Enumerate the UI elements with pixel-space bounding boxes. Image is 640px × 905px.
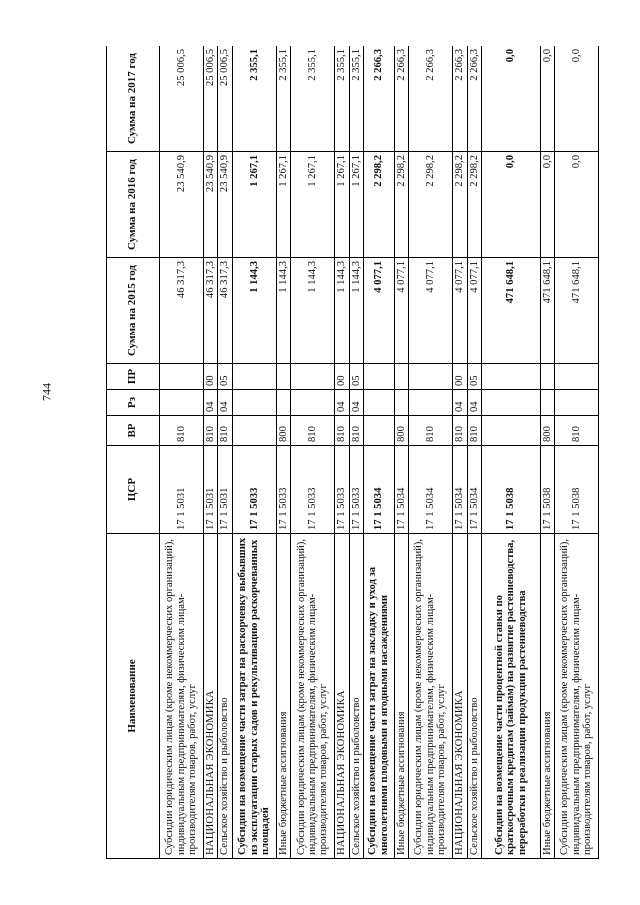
cell-name: Иные бюджетные ассигнования	[276, 534, 291, 859]
cell-name: Сельское хозяйство и рыболовство	[349, 534, 364, 859]
cell-csr: 17 1 5034	[394, 446, 409, 534]
cell-sum-2015: 1 144,3	[276, 258, 291, 364]
budget-table-rotated	[106, 46, 599, 859]
cell-sum-2017: 0,0	[482, 46, 540, 152]
cell-sum-2017: 25 006,5	[160, 46, 204, 152]
cell-csr: 17 1 5033	[291, 446, 335, 534]
cell-vr: 800	[540, 416, 555, 446]
cell-name: Сельское хозяйство и рыболовство	[218, 534, 233, 859]
cell-sum-2017: 2 266,3	[467, 46, 482, 152]
header-csr: ЦСР	[107, 446, 160, 534]
header-sum-2017: Сумма на 2017 год	[107, 46, 160, 152]
cell-sum-2016: 2 298,2	[452, 152, 467, 258]
cell-vr: 810	[467, 416, 482, 446]
cell-pr	[482, 364, 540, 390]
cell-sum-2015: 1 144,3	[232, 258, 276, 364]
cell-csr: 17 1 5034	[409, 446, 453, 534]
cell-vr: 810	[160, 416, 204, 446]
header-sum-2015: Сумма на 2015 год	[107, 258, 160, 364]
cell-pr	[232, 364, 276, 390]
table-row	[291, 46, 335, 859]
cell-pr	[540, 364, 555, 390]
cell-name: Субсидии на возмещение части затрат на раскорчевку выбывших из эксплуатации старых садов и рекультивацию раскорчеванных площадей	[232, 534, 276, 859]
cell-sum-2016: 23 540,9	[160, 152, 204, 258]
page-number	[36, 372, 58, 412]
cell-csr: 17 1 5033	[232, 446, 276, 534]
cell-sum-2015: 46 317,3	[218, 258, 233, 364]
cell-rz: 04	[349, 390, 364, 416]
cell-csr: 17 1 5038	[540, 446, 555, 534]
cell-name: Иные бюджетные ассигнования	[394, 534, 409, 859]
cell-sum-2017: 2 355,1	[335, 46, 350, 152]
cell-sum-2017: 2 266,3	[394, 46, 409, 152]
cell-rz: 04	[467, 390, 482, 416]
cell-csr: 17 1 5033	[276, 446, 291, 534]
cell-rz: 04	[218, 390, 233, 416]
cell-rz	[540, 390, 555, 416]
cell-sum-2015: 46 317,3	[203, 258, 218, 364]
cell-rz	[232, 390, 276, 416]
cell-sum-2017: 2 355,1	[291, 46, 335, 152]
cell-rz	[394, 390, 409, 416]
cell-csr: 17 1 5033	[349, 446, 364, 534]
cell-vr	[232, 416, 276, 446]
header-rz: Рз	[107, 390, 160, 416]
cell-pr	[394, 364, 409, 390]
cell-name: Субсидии на возмещение части процентной ставки по краткосрочным кредитам (займам) на развитие растениеводства, переработки и реализации продукции растениеводства	[482, 534, 540, 859]
cell-sum-2017: 2 266,3	[452, 46, 467, 152]
cell-pr	[364, 364, 394, 390]
cell-csr: 17 1 5033	[335, 446, 350, 534]
cell-pr: 00	[335, 364, 350, 390]
cell-rz: 04	[335, 390, 350, 416]
cell-rz	[364, 390, 394, 416]
header-pr: ПР	[107, 364, 160, 390]
table-row	[203, 46, 218, 859]
cell-sum-2017: 25 006,5	[203, 46, 218, 152]
cell-pr	[276, 364, 291, 390]
cell-name: Субсидии юридическим лицам (кроме некоммерческих организаций), индивидуальным предпринимателям, физическим лицам-производителям товаров, работ, услуг	[555, 534, 599, 859]
cell-vr: 810	[203, 416, 218, 446]
cell-sum-2016: 23 540,9	[218, 152, 233, 258]
cell-name: Иные бюджетные ассигнования	[540, 534, 555, 859]
header-vr: ВР	[107, 416, 160, 446]
cell-csr: 17 1 5038	[555, 446, 599, 534]
cell-vr: 810	[452, 416, 467, 446]
table-row	[482, 46, 540, 859]
cell-pr: 00	[452, 364, 467, 390]
cell-rz	[555, 390, 599, 416]
cell-vr: 810	[409, 416, 453, 446]
table-row	[160, 46, 204, 859]
cell-sum-2016: 2 298,2	[394, 152, 409, 258]
header-sum-2016: Сумма на 2016 год	[107, 152, 160, 258]
cell-name: НАЦИОНАЛЬНАЯ ЭКОНОМИКА	[335, 534, 350, 859]
cell-csr: 17 1 5031	[160, 446, 204, 534]
cell-vr: 810	[349, 416, 364, 446]
table-row	[349, 46, 364, 859]
cell-sum-2017: 2 266,3	[364, 46, 394, 152]
cell-sum-2016: 2 298,2	[409, 152, 453, 258]
cell-sum-2016: 0,0	[482, 152, 540, 258]
cell-rz	[409, 390, 453, 416]
cell-vr: 810	[291, 416, 335, 446]
cell-name: Субсидии юридическим лицам (кроме некоммерческих организаций), индивидуальным предпринимателям, физическим лицам-производителям товаров, работ, услуг	[160, 534, 204, 859]
cell-vr	[364, 416, 394, 446]
cell-csr: 17 1 5031	[203, 446, 218, 534]
cell-name: Сельское хозяйство и рыболовство	[467, 534, 482, 859]
cell-vr: 810	[555, 416, 599, 446]
cell-sum-2015: 1 144,3	[349, 258, 364, 364]
cell-name: Субсидии на возмещение части затрат на закладку и уход за многолетними плодовыми и ягодными насаждениями	[364, 534, 394, 859]
table-row	[555, 46, 599, 859]
cell-sum-2015: 4 077,1	[452, 258, 467, 364]
cell-sum-2015: 46 317,3	[160, 258, 204, 364]
table-row	[452, 46, 467, 859]
cell-pr	[409, 364, 453, 390]
cell-sum-2017: 2 355,1	[276, 46, 291, 152]
table-row	[364, 46, 394, 859]
cell-pr	[160, 364, 204, 390]
cell-sum-2015: 471 648,1	[482, 258, 540, 364]
cell-sum-2015: 471 648,1	[555, 258, 599, 364]
table-row	[276, 46, 291, 859]
table-row	[540, 46, 555, 859]
cell-csr: 17 1 5034	[364, 446, 394, 534]
cell-rz: 04	[203, 390, 218, 416]
cell-rz: 04	[452, 390, 467, 416]
cell-name: Субсидии юридическим лицам (кроме некоммерческих организаций), индивидуальным предпринимателям, физическим лицам-производителям товаров, работ, услуг	[291, 534, 335, 859]
cell-sum-2016: 1 267,1	[276, 152, 291, 258]
table-row	[394, 46, 409, 859]
cell-sum-2015: 1 144,3	[335, 258, 350, 364]
cell-pr: 05	[467, 364, 482, 390]
cell-name: Субсидии юридическим лицам (кроме некоммерческих организаций), индивидуальным предпринимателям, физическим лицам-производителям товаров, работ, услуг	[409, 534, 453, 859]
table-row	[335, 46, 350, 859]
cell-sum-2016: 0,0	[540, 152, 555, 258]
cell-sum-2016: 1 267,1	[335, 152, 350, 258]
cell-vr: 810	[218, 416, 233, 446]
cell-pr	[555, 364, 599, 390]
cell-sum-2017: 25 006,5	[218, 46, 233, 152]
cell-vr: 800	[394, 416, 409, 446]
cell-vr	[482, 416, 540, 446]
cell-sum-2017: 0,0	[540, 46, 555, 152]
cell-pr	[291, 364, 335, 390]
cell-sum-2017: 2 355,1	[349, 46, 364, 152]
cell-sum-2015: 4 077,1	[409, 258, 453, 364]
cell-rz	[160, 390, 204, 416]
table-row	[218, 46, 233, 859]
cell-vr: 810	[335, 416, 350, 446]
cell-sum-2015: 4 077,1	[394, 258, 409, 364]
cell-sum-2017: 2 355,1	[232, 46, 276, 152]
page-number-text: 744	[39, 383, 54, 401]
cell-sum-2016: 2 298,2	[467, 152, 482, 258]
cell-rz	[276, 390, 291, 416]
budget-table	[106, 46, 599, 859]
cell-pr: 00	[203, 364, 218, 390]
cell-sum-2016: 23 540,9	[203, 152, 218, 258]
cell-sum-2015: 4 077,1	[467, 258, 482, 364]
cell-csr: 17 1 5034	[452, 446, 467, 534]
cell-pr: 05	[218, 364, 233, 390]
cell-name: НАЦИОНАЛЬНАЯ ЭКОНОМИКА	[452, 534, 467, 859]
cell-sum-2016: 1 267,1	[232, 152, 276, 258]
cell-sum-2016: 1 267,1	[349, 152, 364, 258]
table-row	[467, 46, 482, 859]
header-name: Наименование	[107, 534, 160, 859]
table-row	[409, 46, 453, 859]
cell-sum-2017: 0,0	[555, 46, 599, 152]
cell-sum-2015: 471 648,1	[540, 258, 555, 364]
cell-csr: 17 1 5038	[482, 446, 540, 534]
cell-sum-2016: 0,0	[555, 152, 599, 258]
table-header-row	[107, 46, 160, 859]
cell-csr: 17 1 5034	[467, 446, 482, 534]
cell-sum-2017: 2 266,3	[409, 46, 453, 152]
cell-sum-2016: 2 298,2	[364, 152, 394, 258]
cell-rz	[482, 390, 540, 416]
table-row	[232, 46, 276, 859]
cell-sum-2015: 1 144,3	[291, 258, 335, 364]
cell-vr: 800	[276, 416, 291, 446]
cell-csr: 17 1 5031	[218, 446, 233, 534]
cell-rz	[291, 390, 335, 416]
rotated-page-container	[106, 46, 599, 859]
cell-sum-2016: 1 267,1	[291, 152, 335, 258]
cell-sum-2015: 4 077,1	[364, 258, 394, 364]
cell-pr: 05	[349, 364, 364, 390]
cell-name: НАЦИОНАЛЬНАЯ ЭКОНОМИКА	[203, 534, 218, 859]
